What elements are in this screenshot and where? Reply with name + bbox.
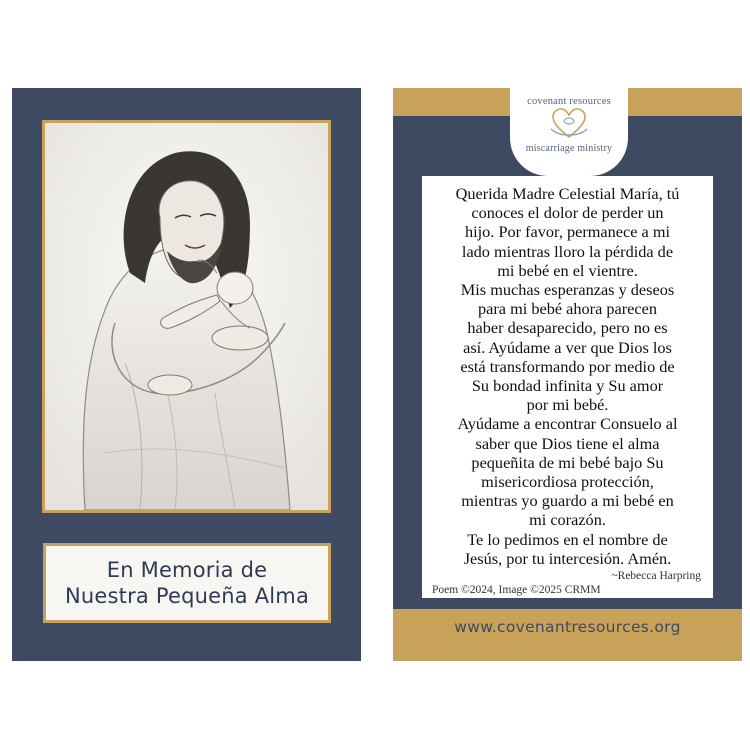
copyright-credit: Poem ©2024, Image ©2025 CRMM [432, 584, 601, 597]
logo-top-text: covenant resources [527, 96, 611, 107]
poem-line: pequeñita de mi bebé bajo Su [471, 452, 664, 472]
poem-line: misericordiosa protección, [481, 472, 654, 492]
caption-line-1: En Memoria de [106, 558, 268, 582]
poem-line: Te lo pedimos en el nombre de [467, 529, 668, 549]
poem-line: Mis muchas esperanzas y deseos [460, 280, 675, 300]
memorial-caption [43, 543, 331, 623]
poem-line: Querida Madre Celestial María, tú [455, 184, 680, 203]
poem-line: lado mientras lloro la pérdida de [461, 241, 674, 261]
poem-line: hijo. Por favor, permanece a mi [464, 222, 671, 242]
poem-text [428, 184, 707, 568]
logo-badge [510, 88, 628, 176]
jesus-holding-baby-image [42, 120, 331, 513]
front-card [12, 88, 361, 661]
poem-line: por mi bebé. [526, 395, 609, 415]
poem-line: está transformando por medio de [460, 356, 675, 376]
poem-line: mientras yo guardo a mi bebé en [461, 491, 674, 511]
poem-line: mi corazón. [529, 510, 606, 530]
poem-line: Su bondad infinita y Su amor [471, 376, 664, 396]
heart-hands-icon [549, 107, 589, 141]
poem-line: Jesús, por tu intercesión. Amén. [463, 548, 672, 568]
caption-line-2: Nuestra Pequeña Alma [64, 584, 310, 608]
poem-line: conoces el dolor de perder un [471, 203, 664, 223]
poem-line: para mi bebé ahora parecen [478, 299, 657, 319]
poem-line: saber que Dios tiene el alma [475, 433, 660, 453]
poem-box [422, 176, 713, 598]
poem-line: mi bebé en el vientre. [497, 260, 638, 280]
poem-line: así. Ayúdame a ver que Dios los [463, 337, 672, 357]
sketch-illustration [45, 123, 328, 510]
back-card [393, 88, 742, 661]
logo-bottom-text: miscarriage ministry [525, 143, 613, 154]
poem-line: Ayúdame a encontrar Consuelo al [457, 414, 678, 434]
poem-author: ~Rebecca Harpring [611, 570, 701, 583]
website-link: www.covenantresources.org [454, 618, 681, 636]
poem-line: haber desaparecido, pero no es [467, 318, 668, 338]
